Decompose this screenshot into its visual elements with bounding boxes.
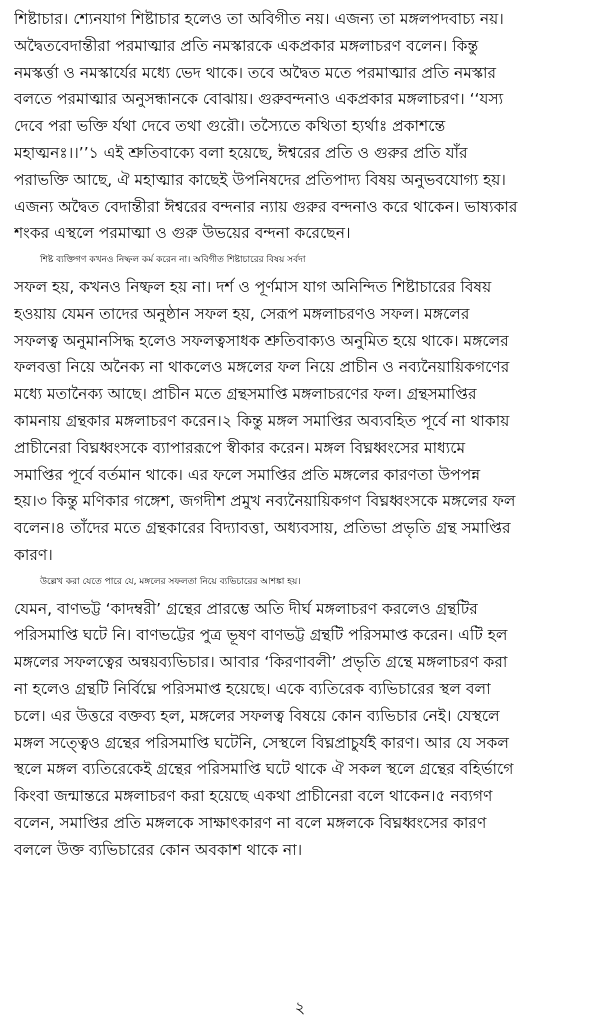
text-line: চলে। এর উত্তরে বক্তব্য হল, মঙ্গলের সফলত্ব বিষয়ে কোন ব্যভিচার নেই। যেস্থলে bbox=[14, 706, 500, 725]
text-line: হয়।৩ কিন্তু মণিকার গঙ্গেশ, জগদীশ প্রমুখ নব্যনৈয়ায়িকগণ বিঘ্নধ্বংসকে মঙ্গলের ফল bbox=[14, 492, 516, 511]
text-line: কিংবা জন্মান্তরে মঙ্গলাচরণ করা হয়েছে একথা প্রাচীনেরা বলে থাকেন।৫ নব্যগণ bbox=[14, 787, 493, 806]
text-line: পরিসমাপ্তি ঘটে নি। বাণভট্টের পুত্র ভূষণ বাণভট্ট গ্রন্থটি পরিসমাপ্ত করেন। এটি হল bbox=[14, 626, 508, 645]
text-line: শংকর এস্থলে পরমাত্মা ও গুরু উভয়ের বন্দনা করেছেন। bbox=[14, 224, 351, 243]
text-line: শিষ্ট ব্যক্তিগণ কখনও নিষ্ফল কর্ম করেন না। অবিগীত শিষ্টাচারের বিষয় সর্বদা bbox=[40, 255, 306, 266]
text-line: বললে উক্ত ব্যভিচারের কোন অবকাশ থাকে না। bbox=[14, 840, 303, 859]
text-line: বলতে পরমাত্মার অনুসন্ধানকে বোঝায়। গুরুবন্দনাও একপ্রকার মঙ্গলাচরণ। ‘‘যস্য bbox=[14, 90, 504, 109]
text-line: সমাপ্তির পূর্বে বর্তমান থাকে। এর ফলে সমাপ্তির প্রতি মঙ্গলের কারণতা উপপন্ন bbox=[14, 465, 481, 484]
text-line: বলেন, সমাপ্তির প্রতি মঙ্গলকে সাক্ষাৎকারণ না বলে মঙ্গলকে বিঘ্নধ্বংসের কারণ bbox=[14, 813, 487, 832]
text-line: যেমন, বাণভট্ট ‘কাদম্বরী’ গ্রন্থের প্রারম্ভে অতি দীর্ঘ মঙ্গলাচরণ করলেও গ্রন্থটির bbox=[14, 599, 478, 618]
paragraph bbox=[14, 569, 586, 864]
text-line: শিষ্টাচার। শ্যেনযাগ শিষ্টাচার হলেও তা অবিগীত নয়। এজন্য তা মঙ্গলপদবাচ্য নয়। bbox=[14, 10, 504, 28]
text-line: হওয়ায় যেমন তাদের অনুষ্ঠান সফল হয়, সেরূপ মঙ্গলাচরণও সফল। মঙ্গলের bbox=[14, 304, 470, 323]
text-line: বলেন।৪ তাঁদের মতে গ্রন্থকারের বিদ্যাবত্তা, অধ্যবসায়, প্রতিভা প্রভৃতি গ্রন্থ সমাপ্তির bbox=[14, 519, 511, 538]
text-line: মধ্যে মতানৈক্য আছে। প্রাচীন মতে গ্রন্থসমাপ্তি মঙ্গলাচরণের ফল। গ্রন্থসমাপ্তির bbox=[14, 385, 477, 404]
text-line: দেবে পরা ভক্তি র্যথা দেবে তথা গুরৌ। তস্যৈতে কথিতা হ্যর্থাঃ প্রকাশন্তে bbox=[14, 117, 446, 136]
text-line: স্থলে মঙ্গল ব্যতিরেকেই গ্রন্থের পরিসমাপ্তি ঘটে থাকে ঐ সকল স্থলে গ্রন্থের বহির্ভাগে bbox=[14, 760, 514, 779]
text-line: সফল হয়, কখনও নিষ্ফল হয় না। দর্শ ও পূর্ণমাস যাগ অনিন্দিত শিষ্টাচারের বিষয় bbox=[14, 277, 492, 296]
text-line: মঙ্গল সত্ত্বেও গ্রন্থের পরিসমাপ্তি ঘটেনি, সেস্থলে বিঘ্নপ্রাচুর্যই কারণ। আর যে সকল bbox=[14, 733, 509, 752]
text-line: অদ্বৈতবেদান্তীরা পরমাত্মার প্রতি নমস্কারকে একপ্রকার মঙ্গলাচরণ বলেন। কিন্তু bbox=[14, 36, 479, 55]
text-line: পরাভক্তি আছে, ঐ মহাত্মার কাছেই উপনিষদের প্রতিপাদ্য বিষয় অনুভবযোগ্য হয়। bbox=[14, 170, 506, 189]
text-line: কামনায় গ্রন্থকার মঙ্গলাচরণ করেন।২ কিন্তু মঙ্গল সমাপ্তির অব্যবহিত পূর্বে না থাকায় bbox=[14, 411, 510, 430]
text-line: না হলেও গ্রন্থটি নির্বিঘ্নে পরিসমাপ্ত হয়েছে। একে ব্যতিরেক ব্যভিচারের স্থল বলা bbox=[14, 679, 491, 698]
text-line: নমস্কর্ত্তা ও নমস্কার্যের মধ্যে ভেদ থাকে। তবে অদ্বৈত মতে পরমাত্মার প্রতি নমস্কার bbox=[14, 63, 497, 82]
body-text bbox=[14, 6, 586, 864]
page-number: ২ bbox=[294, 998, 306, 1017]
text-line: ফলবত্তা নিয়ে অনৈক্য না থাকলেও মঙ্গলের ফল নিয়ে প্রাচীন ও নব্যনৈয়ায়িকগণের bbox=[14, 358, 510, 377]
text-line: উল্লেখ করা যেতে পারে যে, মঙ্গলের সফলতা নিয়ে ব্যভিচারের আশঙ্কা হয়। bbox=[40, 576, 301, 587]
paragraph bbox=[14, 247, 586, 569]
paragraph bbox=[14, 6, 586, 247]
text-line: সফলত্ব অনুমানসিদ্ধ হলেও সফলত্বসাধক শ্রুতিবাক্যও অনুমিত হয়ে থাকে। মঙ্গলের bbox=[14, 331, 509, 350]
text-line: মহাত্মনঃ।।’’১ এই শ্রুতিবাক্যে বলা হয়েছে, ঈশ্বরের প্রতি ও গুরুর প্রতি যাঁর bbox=[14, 143, 468, 162]
text-line: মঙ্গলের সফলত্বের অন্বয়ব্যভিচার। আবার ‘কিরণাবলী’ প্রভৃতি গ্রন্থে মঙ্গলাচরণ করা bbox=[14, 653, 508, 672]
text-line: এজন্য অদ্বৈত বেদান্তীরা ঈশ্বরের বন্দনার ন্যায় গুরুর বন্দনাও করে থাকেন। ভাষ্যকার bbox=[14, 197, 518, 216]
text-line: কারণ। bbox=[14, 545, 53, 564]
text-line: প্রাচীনেরা বিঘ্নধ্বংসকে ব্যাপাররূপে স্বীকার করেন। মঙ্গল বিঘ্নধ্বংসের মাধ্যমে bbox=[14, 438, 466, 457]
